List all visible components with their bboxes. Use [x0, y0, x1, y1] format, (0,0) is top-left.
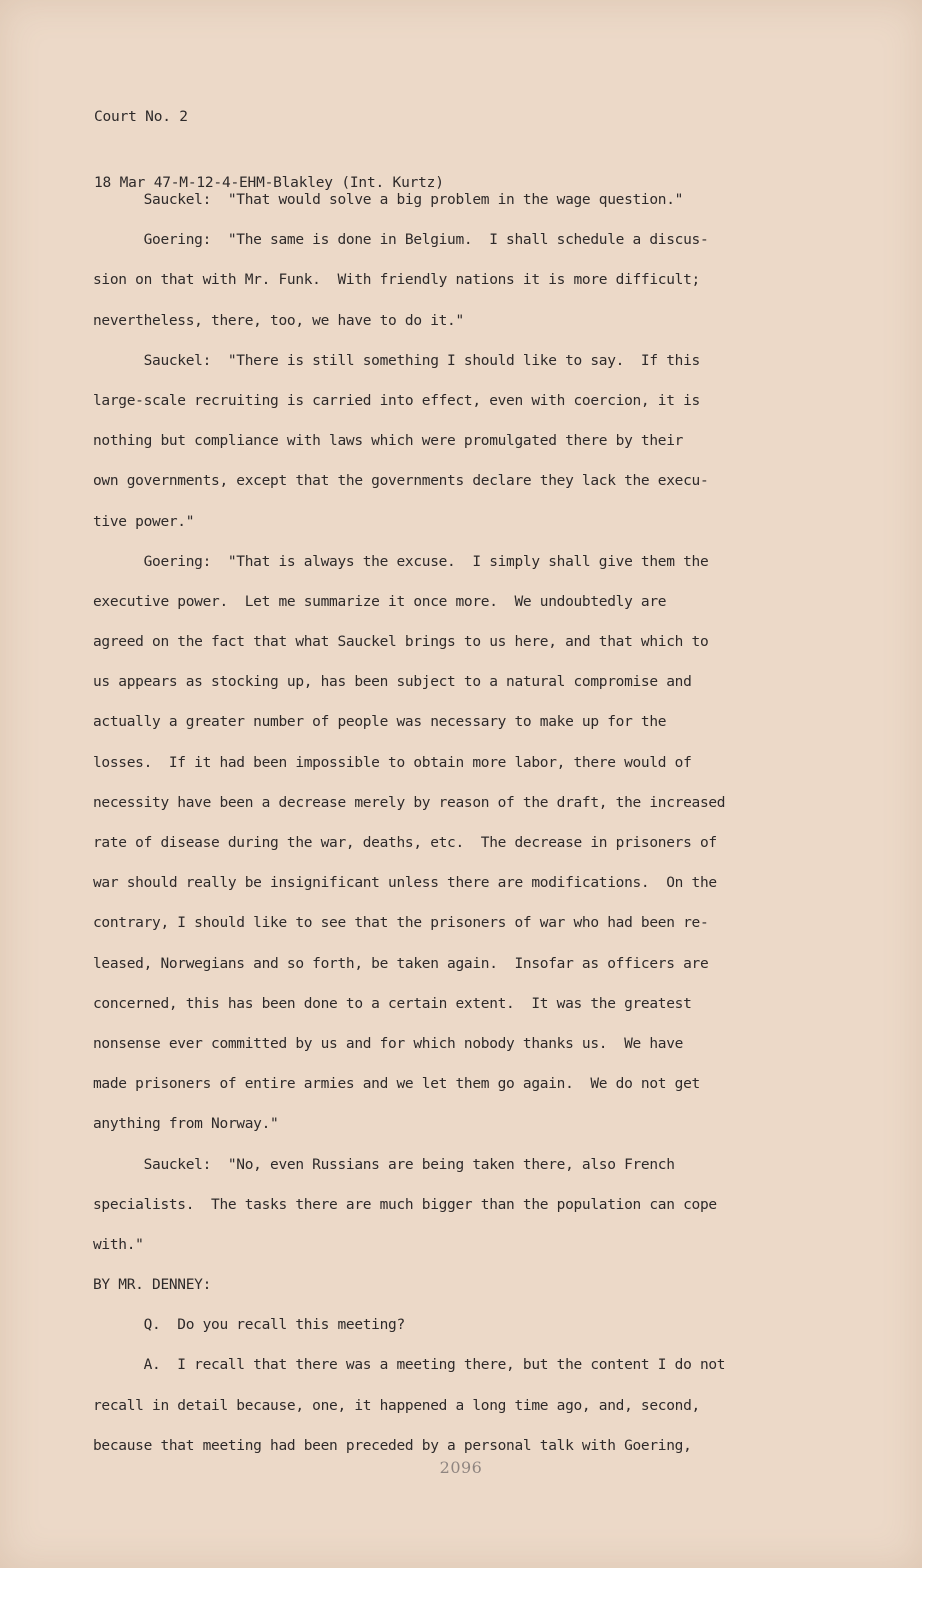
text-line: nonsense ever committed by us and for which nobody thanks us. We have [93, 1035, 684, 1052]
text-line: made prisoners of entire armies and we let them go again. We do not get [93, 1076, 700, 1093]
text-line: Sauckel: "No, even Russians are being taken there, also French [93, 1156, 675, 1173]
text-line: us appears as stocking up, has been subject to a natural compromise and [93, 674, 692, 691]
page-number: 2096 [439, 1458, 483, 1477]
text-line: concerned, this has been done to a certain extent. It was the greatest [93, 995, 692, 1012]
text-line: anything from Norway." [93, 1116, 279, 1133]
transcript-body [93, 180, 853, 1466]
text-line: sion on that with Mr. Funk. With friendly nations it is more difficult; [93, 272, 700, 289]
text-line: because that meeting had been preceded by a personal talk with Goering, [93, 1437, 692, 1454]
text-line: losses. If it had been impossible to obtain more labor, there would of [93, 754, 692, 771]
text-line: executive power. Let me summarize it once more. We undoubtedly are [93, 593, 667, 610]
text-line: war should really be insignificant unless there are modifications. On the [93, 875, 717, 892]
text-line: Goering: "The same is done in Belgium. I shall schedule a discus- [93, 232, 709, 249]
text-line: Sauckel: "That would solve a big problem in the wage question." [93, 192, 684, 208]
text-line: Q. Do you recall this meeting? [93, 1317, 405, 1334]
text-line: large-scale recruiting is carried into effect, even with coercion, it is [93, 392, 700, 409]
text-line: tive power." [93, 513, 195, 530]
text-line: Goering: "That is always the excuse. I simply shall give them the [93, 553, 709, 570]
text-line: necessity have been a decrease merely by reason of the draft, the increased [93, 794, 726, 811]
text-line: recall in detail because, one, it happened a long time ago, and, second, [93, 1397, 700, 1414]
text-line: leased, Norwegians and so forth, be taken again. Insofar as officers are [93, 955, 709, 972]
text-line: contrary, I should like to see that the prisoners of war who had been re- [93, 915, 709, 932]
text-line: Sauckel: "There is still something I should like to say. If this [93, 352, 700, 369]
text-line: specialists. The tasks there are much bigger than the population can cope [93, 1196, 717, 1213]
text-line: rate of disease during the war, deaths, etc. The decrease in prisoners of [93, 835, 717, 851]
text-line: actually a greater number of people was necessary to make up for the [93, 714, 667, 731]
text-line: nevertheless, there, too, we have to do it." [93, 312, 464, 329]
text-line: BY MR. DENNEY: [93, 1277, 212, 1294]
text-line: A. I recall that there was a meeting there, but the content I do not [93, 1357, 726, 1374]
text-line: with." [93, 1236, 144, 1253]
text-line: nothing but compliance with laws which were promulgated there by their [93, 433, 684, 450]
text-line: own governments, except that the governments declare they lack the execu- [93, 473, 709, 490]
court-number: Court No. 2 [94, 109, 188, 125]
text-line: agreed on the fact that what Sauckel brings to us here, and that which to [93, 634, 709, 651]
transcript-reference: 18 Mar 47-M-12-4-EHM-Blakley (Int. Kurtz) [94, 175, 444, 191]
